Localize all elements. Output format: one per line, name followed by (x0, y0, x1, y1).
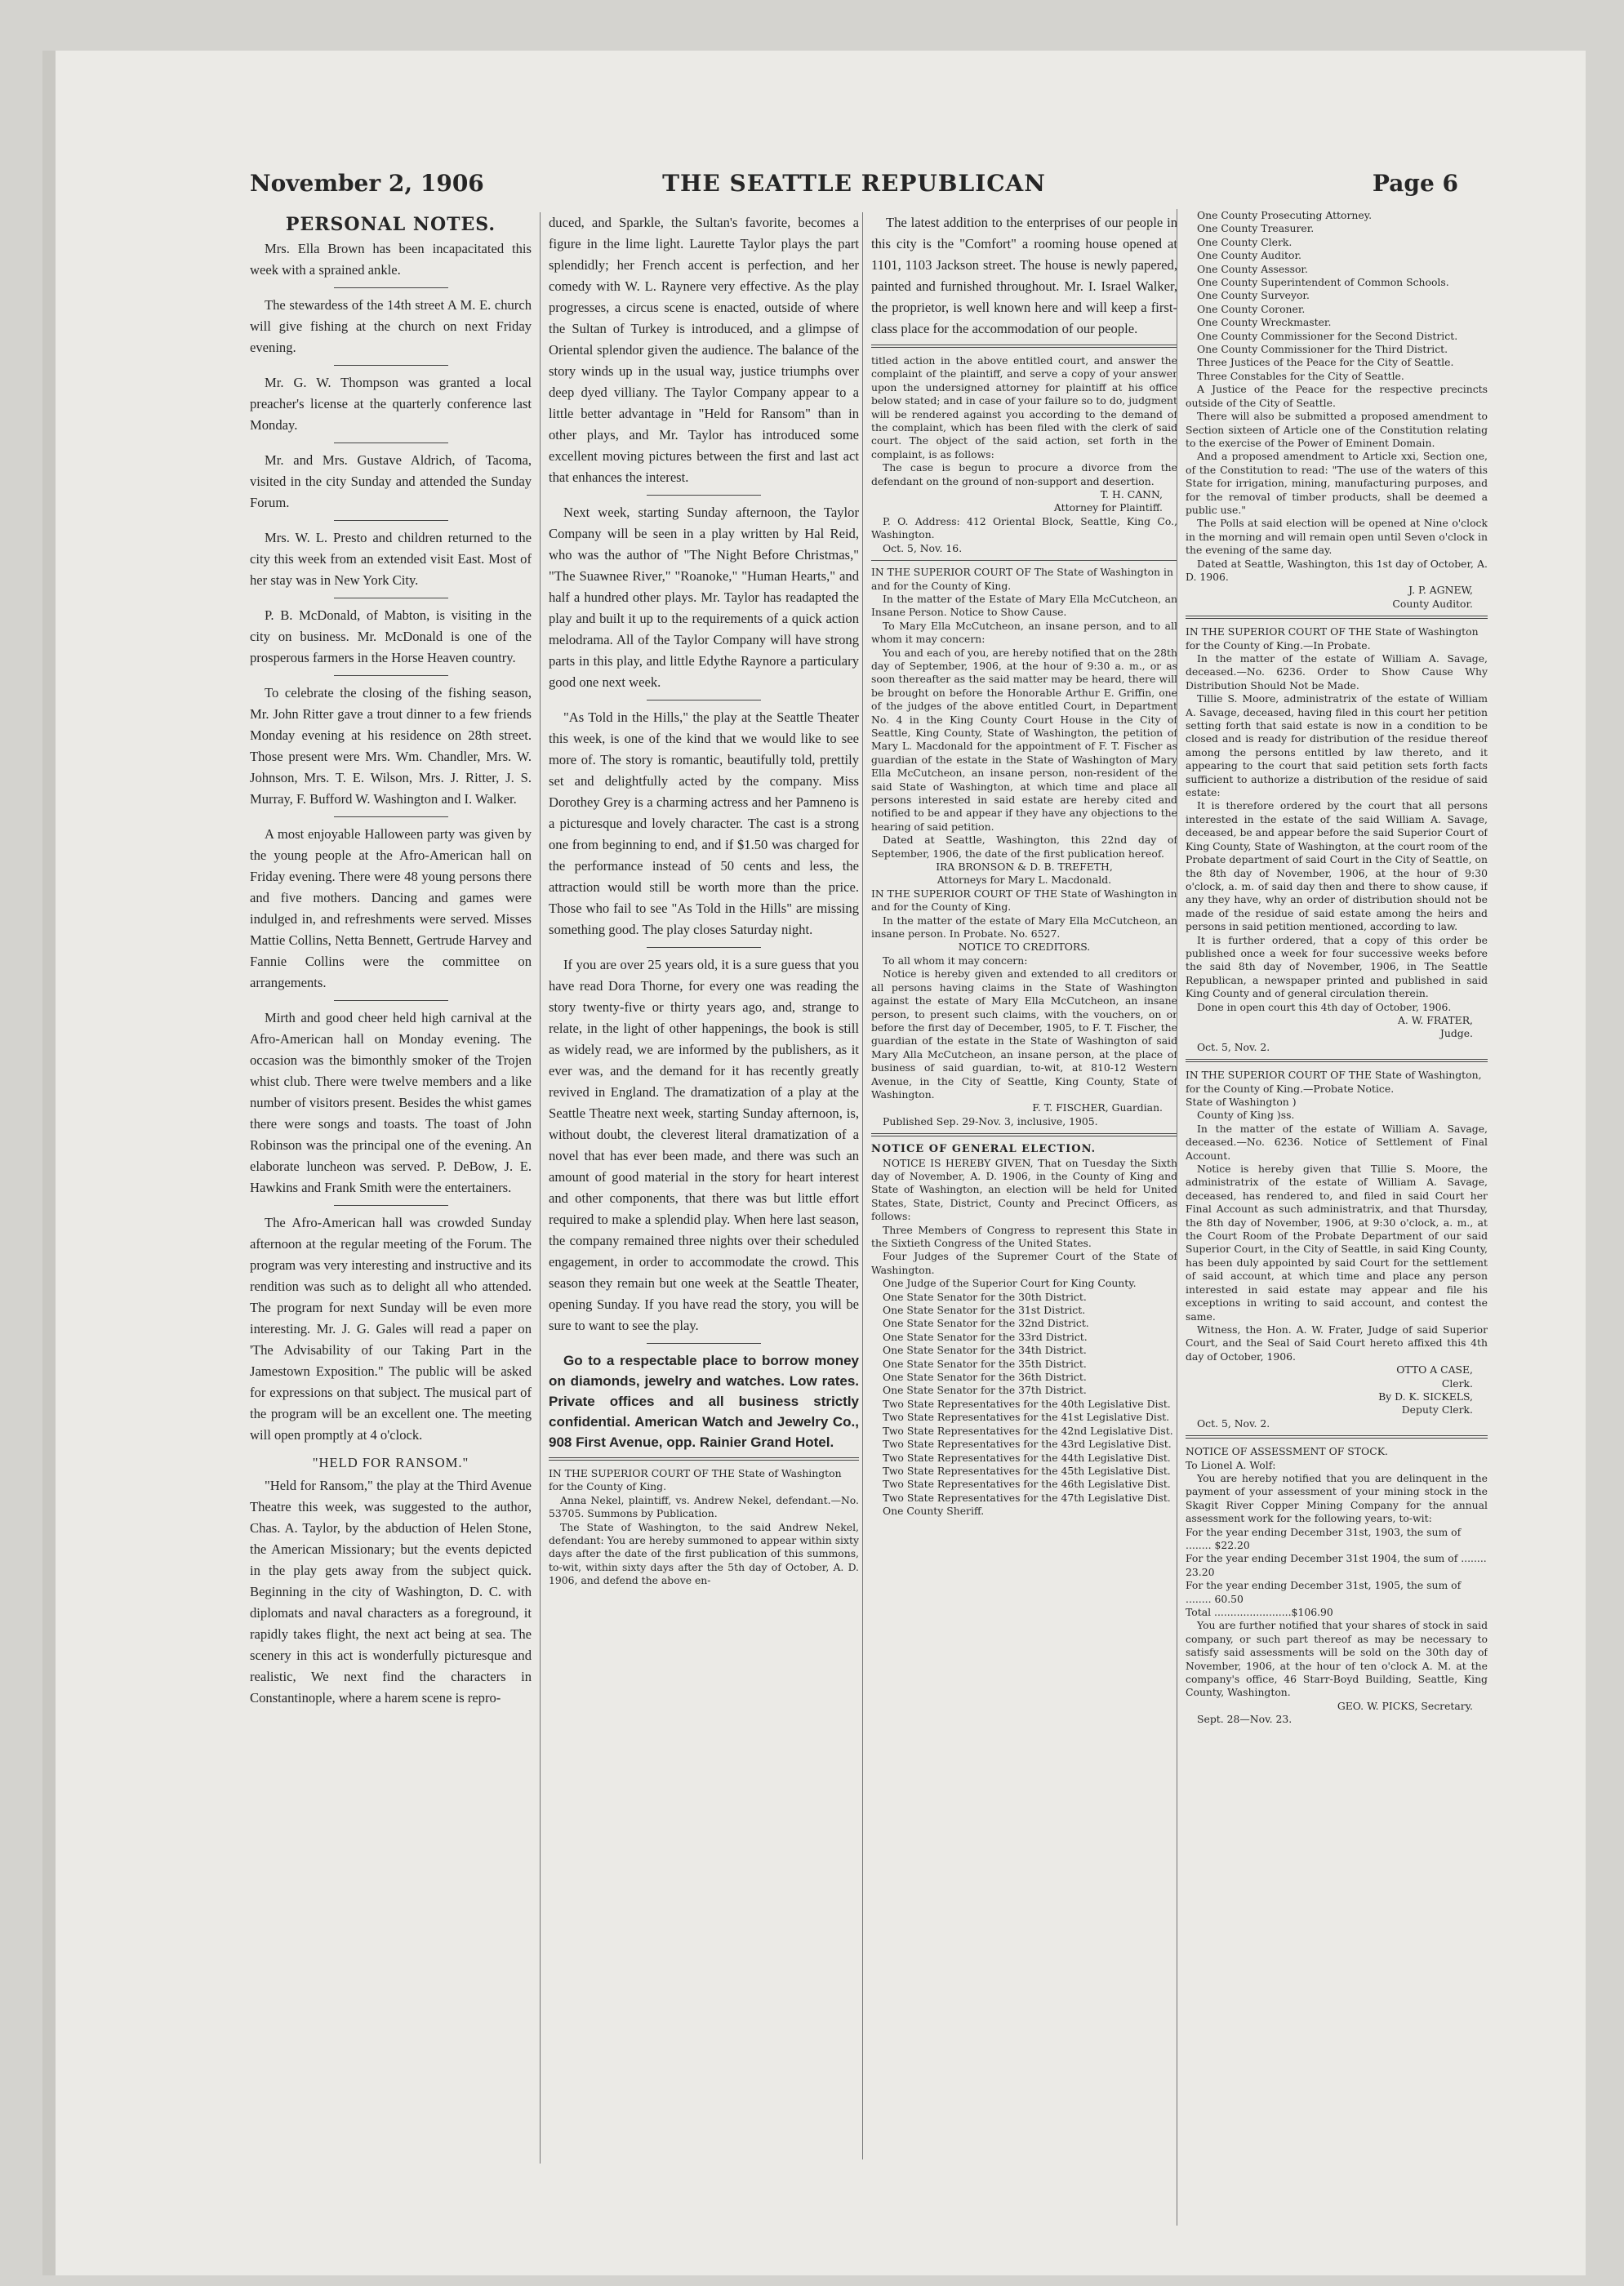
item-divider (334, 1000, 448, 1001)
election-office: Three Constables for the City of Seattle. (1197, 369, 1404, 382)
news-item: P. B. McDonald, of Mabton, is visiting in the city on business. Mr. McDonald is one of the prosperous farmers in the Horse Heaven country. (250, 607, 532, 665)
newspaper-page (209, 170, 1488, 2244)
news-item: Mr. and Mrs. Gustave Aldrich, of Tacoma, visited in the city Sunday and attended the Sunday Forum. (250, 452, 532, 510)
election-office: Two State Representatives for the 40th Legislative Dist. (883, 1397, 1171, 1410)
notice-date: Sept. 28—Nov. 23. (1197, 1713, 1293, 1726)
assessment-line: For the year ending December 31st, 1903, the sum of ........ $22.20 (1186, 1525, 1462, 1551)
notice-venue: County of King )ss. (1197, 1109, 1295, 1122)
news-item: Mrs. Ella Brown has been incapacitated this week with a sprained ankle. (250, 241, 532, 278)
notice-date: Oct. 5, Nov. 2. (1197, 1417, 1270, 1430)
item-divider (334, 675, 448, 676)
news-item: The stewardess of the 14th street A M. E. church will give fishing at the church on next Friday evening. (250, 297, 532, 355)
section-divider (1186, 1435, 1488, 1439)
section-divider (549, 1457, 859, 1461)
notice-paragraph: Notice is hereby given and extended to all creditors or all persons having claims in the State of Washington against the estate of Mary Ella McCutcheon, an insane person, to present such claims, with the vouchers, on or before the first day of December, 1905, to F. T. Fischer, the guardian of the estate in the State of Washington of said Mary Alla McCutcheon, an insane person, at the place of business of said guardian, to-wit, at 810-12 Western Avenue, in the City of Seattle, King County, State of Washington. (871, 967, 1177, 1101)
binding-edge (42, 51, 56, 2275)
election-office: One County Treasurer. (1197, 222, 1315, 235)
election-office: One County Superintendent of Common Schools. (1197, 276, 1449, 289)
election-office: Two State Representatives for the 47th Legislative Dist. (883, 1491, 1171, 1504)
section-heading-personal-notes: PERSONAL NOTES. (285, 214, 496, 235)
election-office: One County Commissioner for the Third District. (1197, 343, 1448, 356)
column-4 (1177, 209, 1488, 2226)
notice-paragraph: You are further notified that your shares of stock in said company, or such part thereof as may be necessary to satisfy said assessments will be sold on the 30th day of November, 1906, at the hour of ten o'clock A. M. at the company's office, 46 Starr-Boyd Building, Seattle, King County, Washington. (1186, 1619, 1488, 1699)
masthead (250, 170, 1458, 207)
legal-notice-stock-assessment (1186, 1445, 1488, 1727)
election-office: A Justice of the Peace for the respective precincts outside of the City of Seattle. (1186, 383, 1488, 409)
election-office: Two State Representatives for the 44th Legislative Dist. (883, 1451, 1171, 1464)
election-office: Four Judges of the Supremer Court of the State of Washington. (871, 1250, 1177, 1276)
election-office: Two State Representatives for the 42nd Legislative Dist. (883, 1424, 1173, 1437)
news-item: "As Told in the Hills," the play at the Seattle Theater this week, is one of the kind that we would like to see more of. The story is romantic, beautifully told, prettily set and delightfully acted by the company. Miss Dorothey Grey is a charming actress and her Pamneno is a picturesque and lovely character. The cast is a strong one from beginning to end, and if $1.50 was charged for the performance instead of 50 cents and less, the attraction would still be worth more than the price. Those who fail to see "As Told in the Hills" are missing something good. The play closes Saturday night. (549, 709, 859, 937)
notice-paragraph: Anna Nekel, plaintiff, vs. Andrew Nekel, defendant.—No. 53705. Summons by Publication. (549, 1493, 859, 1520)
notice-paragraph: Dated at Seattle, Washington, this 1st day of October, A. D. 1906. (1186, 557, 1488, 583)
notice-signature: T. H. CANN, (1100, 488, 1163, 501)
notice-signature: OTTO A CASE, (1396, 1363, 1473, 1376)
column-1 (250, 212, 532, 2164)
notice-paragraph: To Mary Ella McCutcheon, an insane person, and to all whom it may concern: (871, 619, 1177, 646)
notice-paragraph: Witness, the Hon. A. W. Frater, Judge of said Superior Court, and the Seal of Said Court hereto affixed this 4th day of October, 1906. (1186, 1323, 1488, 1363)
section-divider (871, 345, 1177, 348)
election-office: One State Senator for the 31st District. (883, 1304, 1086, 1317)
election-office: One County Surveyor. (1197, 289, 1310, 302)
news-item: To celebrate the closing of the fishing season, Mr. John Ritter gave a trout dinner to a few friends Monday evening at his residence on 28th street. Those present were Mrs. Wm. Chandler, Mrs. W. Johnson, Mrs. T. E. Wilson, Mrs. J. Ritter, J. S. Murray, F. Bufford W. Washington and I. Walker. (250, 685, 532, 807)
legal-notice-creditors (871, 887, 1177, 1128)
notice-heading: IN THE SUPERIOR COURT OF THE State of Washington for the County of King. (549, 1467, 842, 1493)
item-divider (647, 947, 761, 948)
notice-signature: F. T. FISCHER, Guardian. (1032, 1101, 1163, 1114)
item-divider (647, 495, 761, 496)
notice-paragraph: And a proposed amendment to Article xxi, Section one, of the Constitution to read: "The use of the waters of this State for irrigation, mining, manufacturing purposes, and for the removal of timber products, shall be deemed a public use." (1186, 450, 1488, 516)
news-item: A most enjoyable Halloween party was given by the young people at the Afro-American hall on Friday evening. There were 48 young persons there and five mothers. Dancing and games were indulged in, and refreshments were served. Misses Mattie Collins, Netta Bennett, Gertrude Harvey and Fannie Collins were the committee on arrangements. (250, 826, 532, 990)
news-item: "Held for Ransom," the play at the Third Avenue Theatre this week, was suggested to the author, Chas. A. Taylor, by the abduction of Helen Stone, the American Missionary; but the events depicted in the play gets away from the subject quick. Beginning in the city of Washington, D. C. with diplomats and naval characters as a foreground, it rapidly takes flight, the next act being at sea. The scenery in this act is wonderfully picturesque and realistic, We next find the characters in Constantinople, where a harem scene is repro- (250, 1478, 532, 1706)
notice-signature: Deputy Clerk. (1401, 1403, 1473, 1417)
notice-signature: GEO. W. PICKS, Secretary. (1337, 1699, 1473, 1712)
election-office: One State Senator for the 32nd District. (883, 1317, 1089, 1330)
assessment-line: For the year ending December 31st, 1905, the sum of ........ 60.50 (1186, 1579, 1462, 1605)
notice-heading: NOTICE OF ASSESSMENT OF STOCK. (1186, 1445, 1388, 1458)
item-divider (334, 365, 448, 366)
item-divider (334, 520, 448, 521)
election-office: Two State Representatives for the 45th Legislative Dist. (883, 1464, 1171, 1477)
item-divider (334, 287, 448, 288)
notice-heading: IN THE SUPERIOR COURT OF THE State of Washington in and for the County of King. (871, 887, 1177, 914)
news-item: Next week, starting Sunday afternoon, the Taylor Company will be seen in a play written by Hal Reid, who was the author of "The Night Before Christmas," "The Suawnee River," "Roanoke," "Human Hearts," and half a hundred other plays. Mr. Taylor has readapted the play and built it up to the requirements of a quick action melodrama. All of the Taylor Company will have strong parts in this play, and little Edythe Raynore a particulary good one next week. (549, 505, 859, 690)
item-divider (334, 816, 448, 817)
notice-signature: County Auditor. (1392, 597, 1473, 610)
notice-paragraph: In the matter of the estate of William A. Savage, deceased.—No. 6236. Notice of Settlement of Final Account. (1186, 1122, 1488, 1162)
column-3 (862, 212, 1177, 2159)
notice-signature: IRA BRONSON & D. B. TREFETH, (936, 861, 1113, 874)
section-divider (871, 1133, 1177, 1136)
notice-signature: Clerk. (1441, 1376, 1473, 1390)
legal-notice-summons (549, 1467, 859, 1588)
notice-signature: Judge. (1439, 1027, 1473, 1040)
notice-paragraph: To all whom it may concern: (883, 954, 1028, 967)
notice-paragraph: titled action in the above entitled court, and answer the complaint of the plaintiff, and serve a copy of your answer upon the undersigned attorney for plaintiff at his office below stated; and in case of your failure so to do, judgment will be rendered against you according to the demand of the complaint, which has been filed with the clerk of said court. The object of the said action, set forth in the complaint, is as follows: (871, 354, 1177, 460)
news-item: Mirth and good cheer held high carnival at the Afro-American hall on Monday evening. The occasion was the bimonthly smoker of the Trojen whist club. There were twelve members and a like number of visitors present. Besides the whist games there were songs and toasts. The toast of John Robinson was the principal one of the evening. An elaborate luncheon was served. P. DeBow, J. E. Hawkins and Frank Smith were the entertainers. (250, 1010, 532, 1195)
notice-heading: IN THE SUPERIOR COURT OF THE State of Washington for the County of King.—In Probate. (1186, 625, 1479, 652)
notice-paragraph: It is further ordered, that a copy of this order be published once a week for four successive weeks before the said 8th day of November, 1906, in The Seattle Republican, a newspaper printed and published in said King County and of general circulation therein. (1186, 933, 1488, 1000)
legal-notice-election-continued (1186, 209, 1488, 611)
election-office: One County Coroner. (1197, 302, 1306, 315)
legal-notice-summons-continued (871, 354, 1177, 555)
notice-heading: IN THE SUPERIOR COURT OF THE State of Washington, for the County of King.—Probate Notice. (1186, 1069, 1482, 1095)
legal-notice-show-cause (871, 566, 1177, 887)
notice-venue: State of Washington ) (1186, 1096, 1297, 1108)
election-office: Three Justices of the Peace for the City of Seattle. (1197, 356, 1454, 369)
section-divider (1186, 1059, 1488, 1062)
election-office: One County Prosecuting Attorney. (1197, 209, 1373, 221)
notice-paragraph: The Polls at said election will be opened at Nine o'clock in the morning and will remain open until Seven o'clock in the evening of the same day. (1186, 517, 1488, 557)
election-office: One County Auditor. (1197, 249, 1301, 262)
notice-paragraph: In the matter of the estate of William A. Savage, deceased.—No. 6236. Order to Show Cause Why Distribution Should Not be Made. (1186, 652, 1488, 692)
masthead-page-number: Page 6 (1372, 170, 1458, 197)
item-divider (334, 1205, 448, 1206)
item-divider (647, 1343, 761, 1344)
news-item: Mr. G. W. Thompson was granted a local preacher's license at the quarterly conference last Monday. (250, 375, 532, 433)
advertisement-pawn (549, 1350, 859, 1452)
assessment-total: Total ........................$106.90 (1186, 1606, 1333, 1619)
notice-signature: Attorney for Plaintiff. (1053, 501, 1163, 514)
notice-paragraph: It is therefore ordered by the court that all persons interested in the estate of the said William A. Savage, deceased, be and appear before the said Superior Court of King County, State of Washington, at the court room of the Probate department of said Court in the City of Seattle, on the 8th day of November, 1906, at the hour of 9:30 o'clock, a. m. of said day then and there to show cause, if any they have, why an order of distribution should not be made of the residue of said estate among the heirs and persons in said petition mentioned, according to law. (1186, 799, 1488, 933)
masthead-date: November 2, 1906 (250, 170, 484, 197)
advertisement-text: Go to a respectable place to borrow money on diamonds, jewelry and watches. Low rates. Private offices and all business strictly confidential. American Watch and Jewelry Co., 908 First Avenue, opp. Rainier Grand Hotel. (549, 1353, 859, 1450)
notice-paragraph: In the matter of the Estate of Mary Ella McCutcheon, an Insane Person. Notice to Show Cause. (871, 592, 1177, 619)
election-office: One County Wreckmaster. (1197, 316, 1332, 329)
news-item: Mrs. W. L. Presto and children returned to the city this week from an extended visit East. Most of her stay was in New York City. (250, 530, 532, 588)
election-office: One County Assessor. (1197, 262, 1308, 275)
news-item: The Afro-American hall was crowded Sunday afternoon at the regular meeting of the Forum. The program was very interesting and instructive and its rendition was such as to delight all who attended. The program for next Sunday will be even more interesting. Mr. J. G. Gales will read a paper on 'The Advisability of our Taking Part in the Jamestown Exposition." The public will be asked for expressions on that subject. The musical part of the program will be an excellent one. The meeting will open promptly at 4 o'clock. (250, 1215, 532, 1443)
legal-notice-distribution (1186, 625, 1488, 1054)
notice-divider (871, 560, 1177, 561)
news-item: duced, and Sparkle, the Sultan's favorite, becomes a figure in the lime light. Laurette Taylor plays the part splendidly; her French accent is perfection, and her comedy with W. L. Raynere very effective. As the play progresses, a circus scene is enacted, outside of where the Sultan of Turkey is introduced, and a glimpse of Oriental splendor given the audience. The balance of the story winds up in the usual way, justice triumphs over deep dyed villiany. The Taylor Company appear to a little better advantage in "Held for Ransom" than in other plays, and Mr. Taylor has introduced some excellent moving pictures between the first and last act that enhances the interest. (549, 215, 859, 485)
notice-paragraph: Tillie S. Moore, administratrix of the estate of William A. Savage, deceased, having filed in this court her petition setting forth that said estate is now in a condition to be closed and is ready for distribution of the residue thereof among the persons entitled by law thereto, and it appearing to the court that said petition sets forth facts sufficient to authorize a distribution of the residue of said estate: (1186, 692, 1488, 799)
election-office: One State Senator for the 34th District. (883, 1344, 1087, 1357)
notice-paragraph: In the matter of the estate of Mary Ella McCutcheon, an insane person. In Probate. No. 6527. (871, 914, 1177, 941)
notice-paragraph: NOTICE IS HEREBY GIVEN, That on Tuesday the Sixth day of November, A. D. 1906, in the County of King and State of Washington, an election will be held for United States, State, District, County and Precinct Officers, as follows: (871, 1156, 1177, 1223)
notice-date: Oct. 5, Nov. 2. (1197, 1040, 1270, 1053)
notice-signature: Attorneys for Mary L. Macdonald. (937, 874, 1112, 887)
election-office: One State Senator for the 30th District. (883, 1290, 1087, 1303)
election-office: One State Senator for the 37th District. (883, 1384, 1087, 1397)
election-office: Two State Representatives for the 43rd Legislative Dist. (883, 1438, 1172, 1451)
notice-signature: A. W. FRATER, (1397, 1013, 1473, 1026)
election-office: Three Members of Congress to represent this State in the Sixtieth Congress of the United States. (871, 1223, 1177, 1249)
legal-notice-election (871, 1143, 1177, 1518)
notice-heading: NOTICE OF GENERAL ELECTION. (871, 1143, 1097, 1156)
notice-subheading: NOTICE TO CREDITORS. (958, 941, 1091, 954)
notice-addressee: To Lionel A. Wolf: (1186, 1458, 1276, 1471)
masthead-title: THE SEATTLE REPUBLICAN (662, 170, 1046, 197)
notice-paragraph: There will also be submitted a proposed amendment to Section sixteen of Article one of the Constitution relating to the exercise of the Power of Eminent Domain. (1186, 410, 1488, 449)
notice-paragraph: You and each of you, are hereby notified that on the 28th day of September, 1906, at the hour of 9:30 a. m., or as soon thereafter as the said matter may be heard, there will be brought on before the Honorable Arthur E. Griffin, one of the judges of the above entitled Court, in Department No. 4 in the King County Court House in the City of Seattle, King County, State of Washington, the petition of Mary L. Macdonald for the appointment of F. T. Fischer as guardian of the estate in the State of Washington of Mary Ella McCutcheon, an insane person, non-resident of the said State of Washington, at which time and place all persons interested in said estate are hereby cited and notified to be and appear if they have any objections to the hearing of said petition. (871, 646, 1177, 833)
notice-signature: By D. K. SICKELS, (1378, 1390, 1473, 1403)
news-item: If you are over 25 years old, it is a sure guess that you have read Dora Thorne, for every one was reading the story twenty-five or thirty years ago, and, strange to relate, in the light of other happenings, the book is still as widely read, we are informed by the publishers, as it ever was, and the demand for it has recently greatly revived in England. The dramatization of a play at the Seattle Theatre next week, starting Sunday afternoon, is, without doubt, the cleverest literal dramatization of a novel that has ever been made, and there was such an amount of good material in the story for heart interest and other components, that there was but little effort required to make a splendid play. When here last season, the company remained three nights over their scheduled engagement, in order to accommodate the crowd. This season they remain but one week at the Seattle Theater, opening Sunday. If you have read the story, you will be sure to want to see the play. (549, 957, 859, 1333)
election-office: One State Senator for the 35th District. (883, 1357, 1087, 1370)
notice-date: Oct. 5, Nov. 16. (883, 541, 963, 554)
election-office: One County Clerk. (1197, 235, 1293, 248)
subheading-held-for-ransom: "HELD FOR RANSOM." (312, 1455, 469, 1470)
election-office: One State Senator for the 36th District. (883, 1371, 1087, 1384)
election-office: Two State Representatives for the 46th Legislative Dist. (883, 1478, 1171, 1491)
notice-address: P. O. Address: 412 Oriental Block, Seattle, King Co., Washington. (871, 514, 1177, 541)
notice-publication: Published Sep. 29-Nov. 3, inclusive, 1905. (883, 1114, 1098, 1127)
election-office: One County Sheriff. (883, 1505, 985, 1518)
news-item: The latest addition to the enterprises of our people in this city is the "Comfort" a rooming house opened at 1101, 1103 Jackson street. The house is newly papered, painted and furnished throughout. Mr. I. Israel Walker, the proprietor, is well known here and will keep a first-class place for the accommodation of our people. (871, 215, 1177, 336)
election-office: One County Commissioner for the Second District. (1197, 329, 1458, 342)
notice-paragraph: You are hereby notified that you are delinquent in the payment of your assessment of your mining stock in the Skagit River Copper Mining Company for the annual assessment work for the following years, to-wit: (1186, 1471, 1488, 1525)
notice-paragraph: The case is begun to procure a divorce from the defendant on the ground of non-support and desertion. (871, 461, 1177, 487)
notice-paragraph: The State of Washington, to the said Andrew Nekel, defendant: You are hereby summoned to appear within sixty days after the date of the first publication of this summons, to-wit, within sixty days after the 5th day of October, A. D. 1906, and defend the above en- (549, 1520, 859, 1587)
notice-paragraph: Dated at Seattle, Washington, this 22nd day of September, 1906, the date of the first publication hereof. (871, 834, 1177, 860)
election-office: One Judge of the Superior Court for King County. (883, 1277, 1137, 1290)
section-divider (1186, 616, 1488, 619)
column-2 (540, 212, 859, 2164)
legal-notice-final-account (1186, 1069, 1488, 1430)
notice-signature: J. P. AGNEW, (1408, 584, 1473, 597)
assessment-line: For the year ending December 31st 1904, the sum of ........ 23.20 (1186, 1552, 1487, 1578)
notice-paragraph: Done in open court this 4th day of October, 1906. (1197, 1000, 1452, 1013)
notice-heading: IN THE SUPERIOR COURT OF The State of Washington in and for the County of King. (871, 566, 1173, 592)
election-office: Two State Representatives for the 41st Legislative Dist. (883, 1411, 1170, 1424)
election-office: One State Senator for the 33rd District. (883, 1330, 1088, 1343)
notice-paragraph: Notice is hereby given that Tillie S. Moore, the administratrix of the estate of William A. Savage, deceased, has rendered to, and filed in said Court her Final Account as such administratrix, and that Thursday, the 8th day of November, 1906, at 9:30 o'clock, a. m., at the Court Room of the Probate Department of our said Superior Court, in the City of Seattle, in said King County, has been duly appointed by said Court for the settlement of said account, at which time and place any person interested in said estate may appear and file his exceptions in writing to said account, and contest the same. (1186, 1163, 1488, 1323)
